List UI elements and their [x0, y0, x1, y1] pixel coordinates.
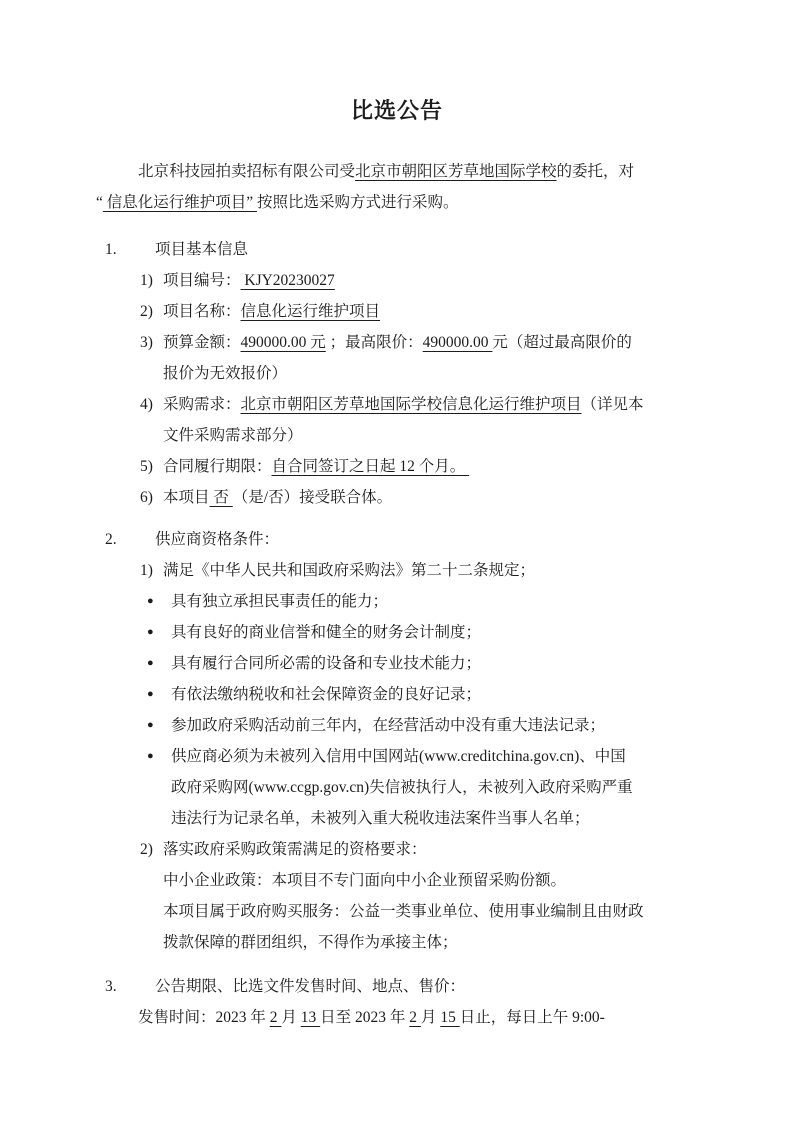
bullet-text: 供应商必须为未被列入信用中国网站(www.creditchina.gov.cn)、中国	[171, 748, 626, 765]
intro-text: 按照比选采购方式进行采购。	[257, 194, 459, 211]
policy-line-gov-service-1	[96, 896, 698, 927]
bullet-item-credit-list-line-1	[96, 741, 698, 772]
bullet-item-equipment-capability	[96, 648, 698, 679]
item-label: 项目编号：	[163, 272, 241, 289]
bullet-icon: ●	[147, 595, 154, 607]
item-contract-period	[96, 451, 698, 482]
section-2-heading	[96, 524, 698, 555]
intro-text: 的委托，对	[556, 163, 635, 180]
project-code-value: KJY20230027	[240, 272, 335, 289]
sale-time-text: 日至 2023 年	[320, 1009, 410, 1026]
section-3-heading	[96, 971, 698, 1002]
section-announcement-period	[96, 971, 698, 1033]
price-cap-value: 490000.00	[422, 334, 493, 351]
item-number: 2)	[140, 303, 153, 320]
bullet-text: 违法行为记录名单，未被列入重大税收违法案件当事人名单；	[171, 810, 590, 827]
item-label: 采购需求：	[163, 396, 241, 413]
item-budget-line-1	[96, 327, 698, 358]
intro-line-1	[96, 156, 698, 187]
intro-line-2	[96, 187, 698, 218]
item-number: 1)	[140, 272, 153, 289]
item-procurement-need-line-1	[96, 389, 698, 420]
item-number: 2)	[140, 841, 153, 858]
section-1-heading	[96, 234, 698, 265]
bullet-text: 参加政府采购活动前三年内，在经营活动中没有重大违法记录；	[171, 717, 606, 734]
item-procurement-need-line-2	[96, 420, 698, 451]
bullet-item-credit-list-line-2	[96, 772, 698, 803]
item-text: 拨款保障的群团组织，不得作为承接主体；	[163, 934, 458, 951]
section-title: 公告期限、比选文件发售时间、地点、售价：	[155, 978, 466, 995]
item-number: 3)	[140, 334, 153, 351]
item-consortium	[96, 482, 698, 513]
sale-time-text: 月	[420, 1009, 441, 1026]
consortium-answer-value: 否	[209, 489, 233, 506]
item-number: 1)	[140, 562, 153, 579]
item-text: 落实政府采购政策需满足的资格要求：	[163, 841, 427, 858]
section-number: 3.	[105, 978, 117, 995]
section-number: 2.	[105, 531, 117, 548]
item-label: 预算金额：	[163, 334, 241, 351]
policy-line-sme	[96, 865, 698, 896]
policy-line-gov-service-2	[96, 927, 698, 958]
sale-time-line	[96, 1002, 698, 1033]
bullet-item-civil-liability	[96, 586, 698, 617]
bullet-icon: ●	[147, 750, 154, 762]
item-text: 元（超过最高限价的	[492, 334, 632, 351]
intro-paragraph	[96, 156, 698, 218]
bullet-item-credit-list-line-3	[96, 803, 698, 834]
bullet-item-no-violation	[96, 710, 698, 741]
bullet-icon: ●	[147, 688, 154, 700]
item-project-code	[96, 265, 698, 296]
section-basic-info	[96, 234, 698, 513]
item-policy-requirements	[96, 834, 698, 865]
project-name-value: 信息化运行维护项目	[240, 303, 381, 320]
budget-amount-value: 490000.00 元	[240, 334, 326, 351]
bullet-icon: ●	[147, 657, 154, 669]
item-budget-line-2	[96, 358, 698, 389]
bullet-text: 具有良好的商业信誉和健全的财务会计制度；	[171, 624, 482, 641]
project-name-underlined: 信息化运行维护项目”	[102, 194, 258, 211]
item-text: 本项目属于政府购买服务：公益一类事业单位、使用事业编制且由财政	[163, 903, 644, 920]
sale-time-text: 月	[281, 1009, 301, 1026]
bullet-item-tax-record	[96, 679, 698, 710]
procurement-need-value: 北京市朝阳区芳草地国际学校信息化运行维护项目	[240, 396, 582, 413]
bullet-text: 有依法缴纳税收和社会保障资金的良好记录；	[171, 686, 482, 703]
item-text: 本项目	[163, 489, 210, 506]
bullet-icon: ●	[147, 626, 154, 638]
open-quote: “	[96, 194, 103, 211]
bullet-icon: ●	[147, 719, 154, 731]
entrusting-party-underlined: 北京市朝阳区芳草地国际学校	[355, 163, 557, 180]
section-supplier-qualification	[96, 524, 698, 958]
bullet-text: 政府采购网(www.ccgp.gov.cn)失信被执行人，未被列入政府采购严重	[171, 779, 633, 796]
item-label: 项目名称：	[163, 303, 241, 320]
sale-time-label: 发售时间：2023 年	[138, 1009, 270, 1026]
sale-time-text: 日止，每日上午 9:00-	[459, 1009, 605, 1026]
bullet-text: 具有独立承担民事责任的能力；	[171, 593, 389, 610]
contract-period-value: 自合同签订之日起 12 个月。	[271, 458, 470, 475]
item-text: （是/否）接受联合体。	[232, 489, 393, 506]
item-number: 4)	[140, 396, 153, 413]
item-text: （详见本	[581, 396, 644, 413]
item-text: 中小企业政策：本项目不专门面向中小企业预留采购份额。	[163, 872, 567, 889]
section-number: 1.	[105, 241, 117, 258]
item-project-name	[96, 296, 698, 327]
item-text: 文件采购需求部分）	[163, 427, 303, 444]
sale-day-end-value: 15	[440, 1009, 460, 1026]
item-number: 5)	[140, 458, 153, 475]
item-text: 满足《中华人民共和国政府采购法》第二十二条规定；	[163, 562, 536, 579]
document-title: 比选公告	[350, 98, 443, 123]
item-text: 报价为无效报价）	[163, 365, 288, 382]
sale-day-start-value: 13	[300, 1009, 321, 1026]
item-text: ；最高限价：	[325, 334, 423, 351]
bullet-text: 具有履行合同所必需的设备和专业技术能力；	[171, 655, 482, 672]
sale-month-start-value: 2	[269, 1009, 282, 1026]
section-title: 供应商资格条件：	[155, 531, 280, 548]
item-number: 6)	[140, 489, 153, 506]
section-title: 项目基本信息	[155, 241, 249, 258]
item-law-compliance	[96, 555, 698, 586]
intro-text: 北京科技园拍卖招标有限公司受	[138, 163, 356, 180]
bullet-item-business-reputation	[96, 617, 698, 648]
sale-month-end-value: 2	[409, 1009, 421, 1026]
item-label: 合同履行期限：	[163, 458, 272, 475]
